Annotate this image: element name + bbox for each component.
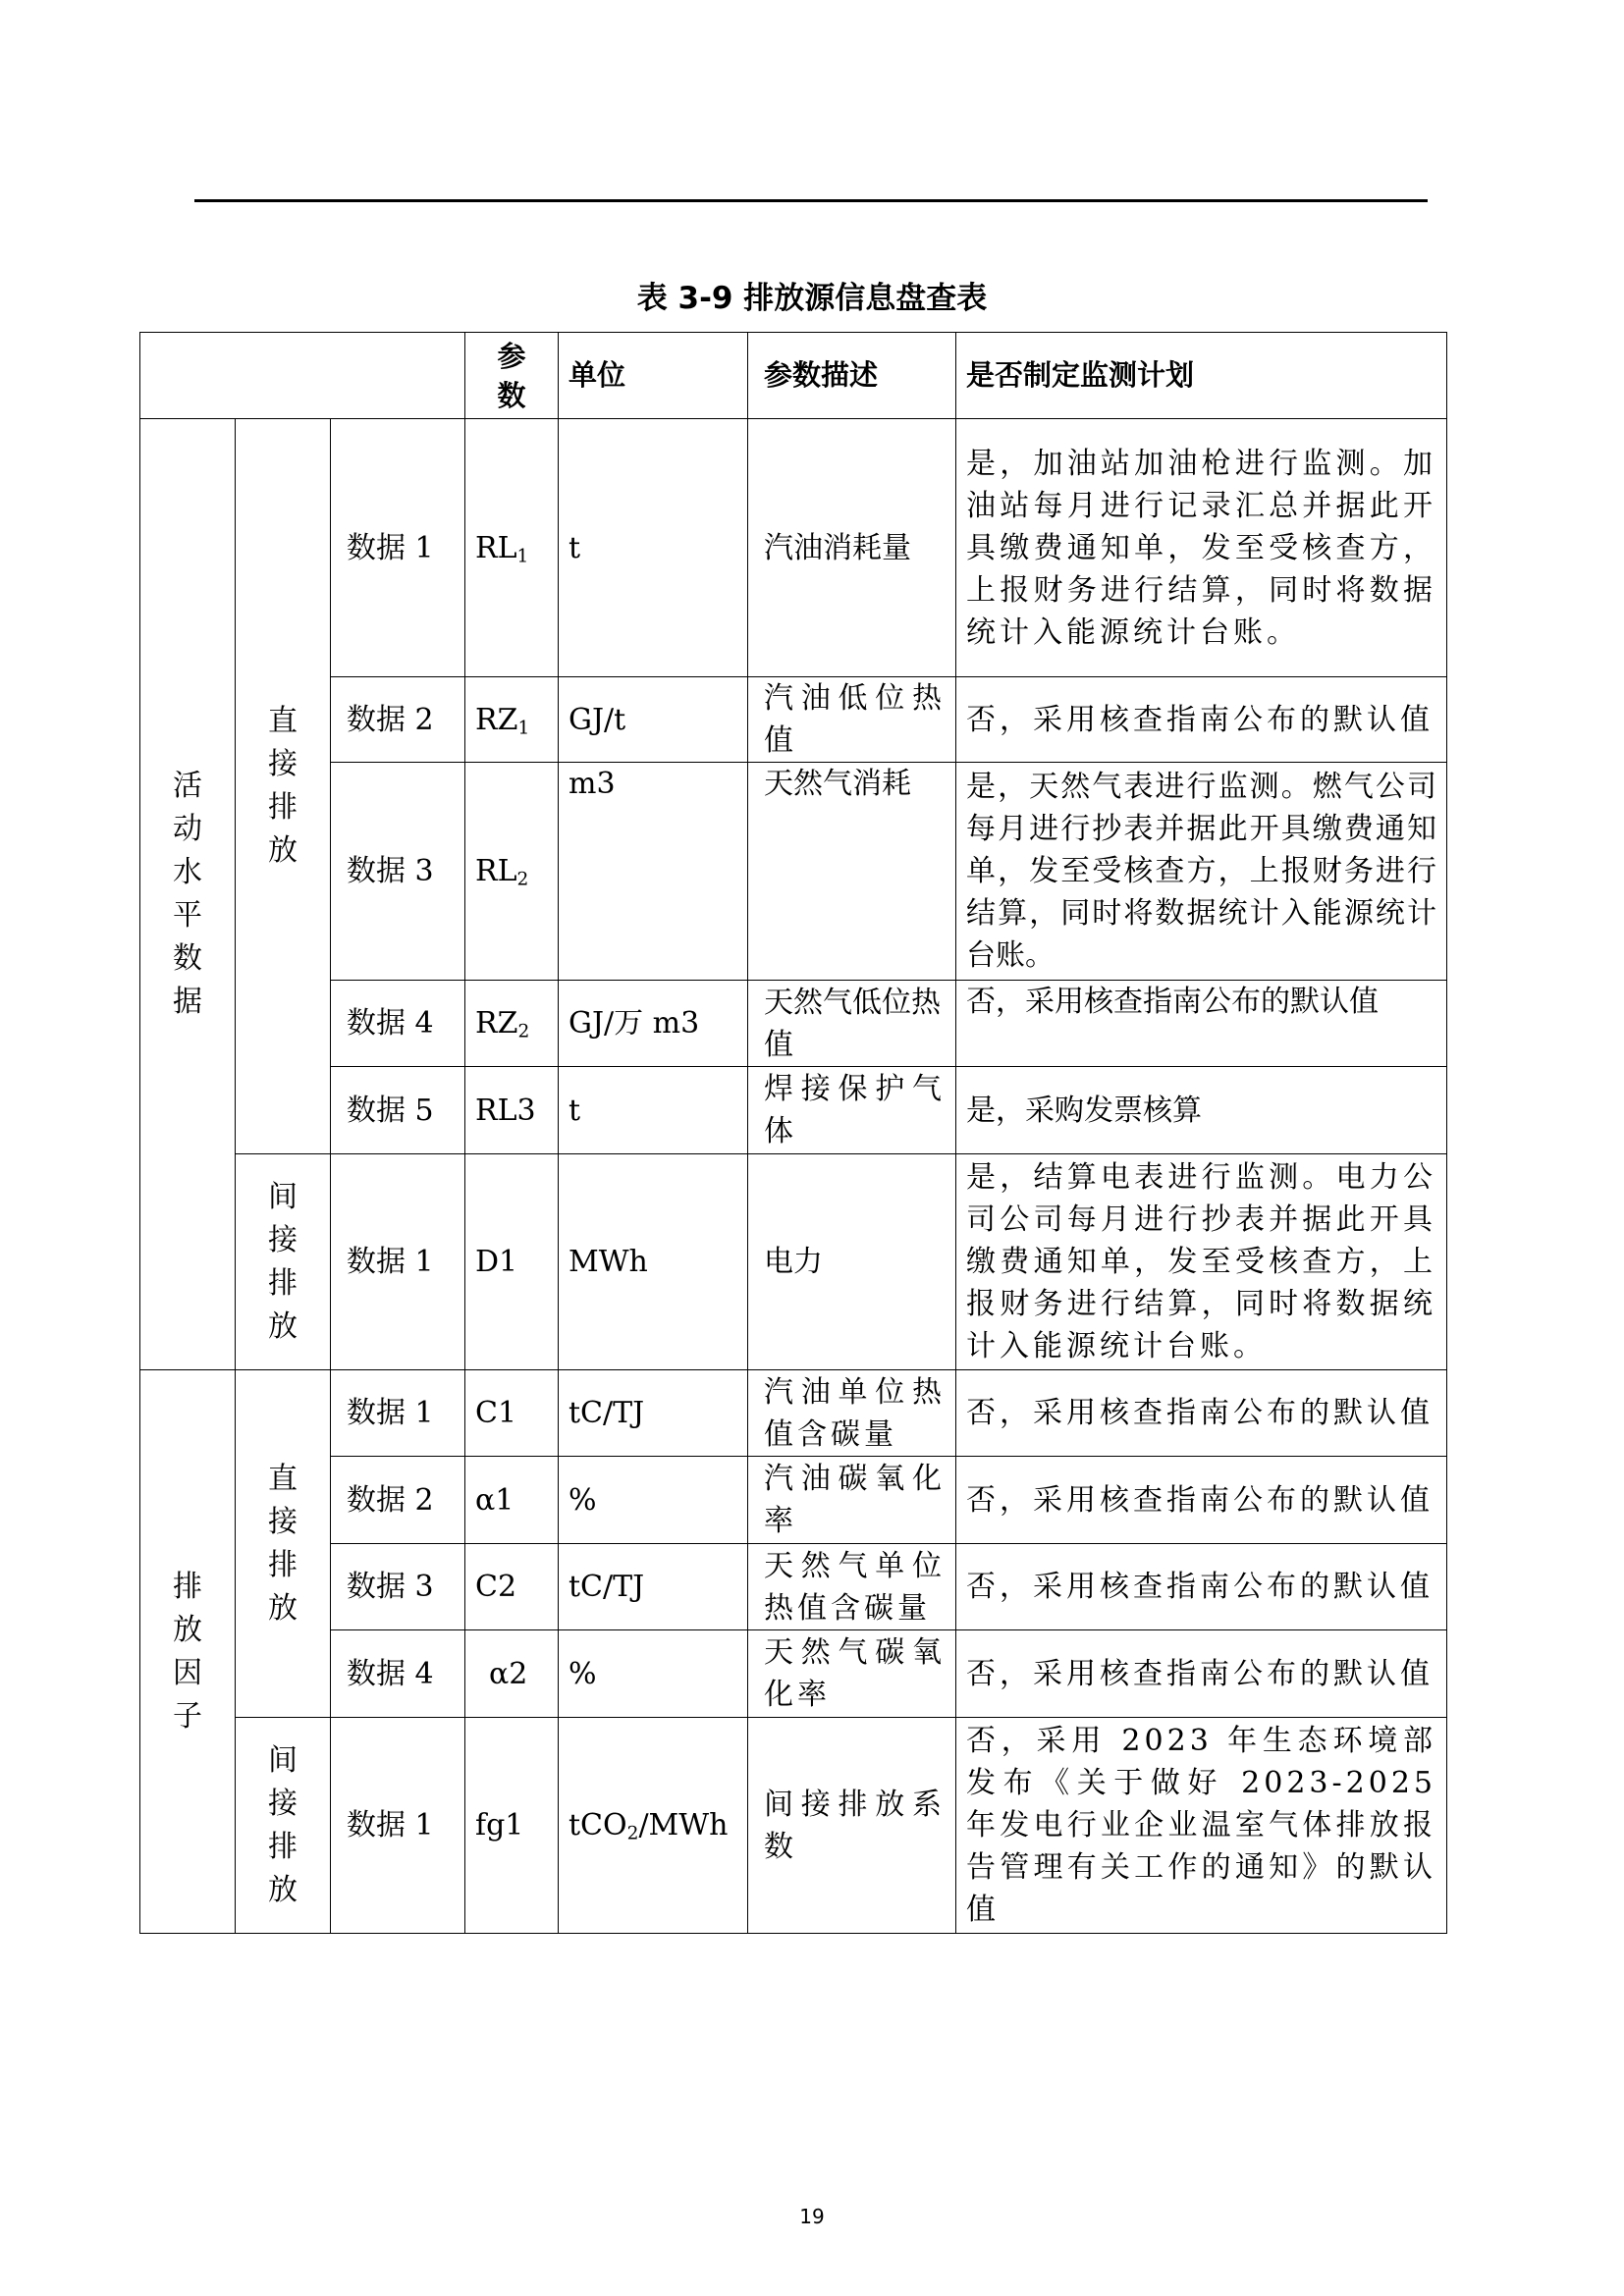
param-cell: $RL_1$ — [465, 419, 559, 677]
plan-cell: 否，采用 2023 年生态环境部发布《关于做好 2023-2025 年发电行业企业温室气体排放报告管理有关工作的通知》的默认值 — [956, 1718, 1447, 1934]
table-row — [140, 1457, 1447, 1544]
unit-cell: GJ/万 m3 — [559, 981, 748, 1067]
desc-cell: 间接排放系数 — [748, 1718, 956, 1934]
plan-cell: 否，采用核查指南公布的默认值 — [956, 1544, 1447, 1630]
table-row — [140, 1370, 1447, 1457]
header-plan: 是否制定监测计划 — [956, 333, 1447, 419]
unit-cell: % — [559, 1630, 748, 1718]
desc-cell: 汽油单位热值含碳量 — [748, 1370, 956, 1457]
row-label: 数据 3 — [331, 1544, 465, 1630]
param-cell: α2 — [465, 1630, 559, 1718]
table-row — [140, 1544, 1447, 1630]
unit-cell: tC/TJ — [559, 1370, 748, 1457]
plan-cell: 否，采用核查指南公布的默认值 — [956, 981, 1447, 1067]
table-row — [140, 763, 1447, 981]
group-indirect-emission: 间接排放 — [236, 1154, 331, 1370]
emission-source-table — [139, 332, 1447, 1934]
header-param: 参数 — [465, 333, 559, 419]
page-number: 19 — [799, 2205, 825, 2228]
header-blank-cell — [140, 333, 465, 419]
group-direct-emission: 直接排放 — [236, 419, 331, 1154]
desc-cell: 焊接保护气体 — [748, 1067, 956, 1154]
plan-cell: 是，加油站加油枪进行监测。加油站每月进行记录汇总并据此开具缴费通知单，发至受核查方，上报财务进行结算，同时将数据统计入能源统计台账。 — [956, 419, 1447, 677]
header-row — [140, 333, 1447, 419]
param-cell: fg1 — [465, 1718, 559, 1934]
param-cell: RL3 — [465, 1067, 559, 1154]
table-row — [140, 677, 1447, 763]
group-direct-emission: 直接排放 — [236, 1370, 331, 1718]
param-cell: $RL_2$ — [465, 763, 559, 981]
desc-cell: 汽油低位热值 — [748, 677, 956, 763]
plan-cell: 否，采用核查指南公布的默认值 — [956, 1370, 1447, 1457]
unit-cell: t — [559, 1067, 748, 1154]
table-title: 表 3-9 排放源信息盘查表 — [636, 281, 988, 316]
unit-cell: t — [559, 419, 748, 677]
param-cell: C1 — [465, 1370, 559, 1457]
unit-cell: % — [559, 1457, 748, 1544]
table-row — [140, 1154, 1447, 1370]
header-desc: 参数描述 — [748, 333, 956, 419]
table-row — [140, 1630, 1447, 1718]
desc-cell: 天然气碳氧化率 — [748, 1630, 956, 1718]
plan-cell: 是，天然气表进行监测。燃气公司每月进行抄表并据此开具缴费通知单，发至受核查方，上报财务进行结算，同时将数据统计入能源统计台账。 — [956, 763, 1447, 981]
desc-cell: 电力 — [748, 1154, 956, 1370]
table-row — [140, 1718, 1447, 1934]
plan-cell: 是，结算电表进行监测。电力公司公司每月进行抄表并据此开具缴费通知单，发至受核查方，上报财务进行结算，同时将数据统计入能源统计台账。 — [956, 1154, 1447, 1370]
param-cell: $RZ_2$ — [465, 981, 559, 1067]
desc-cell: 天然气单位热值含碳量 — [748, 1544, 956, 1630]
header-unit: 单位 — [559, 333, 748, 419]
row-label: 数据 5 — [331, 1067, 465, 1154]
desc-cell: 汽油碳氧化率 — [748, 1457, 956, 1544]
unit-cell: MWh — [559, 1154, 748, 1370]
row-label: 数据 1 — [331, 1370, 465, 1457]
plan-cell: 否，采用核查指南公布的默认值 — [956, 677, 1447, 763]
param-cell: $RZ_1$ — [465, 677, 559, 763]
desc-cell: 天然气消耗 — [748, 763, 956, 981]
desc-cell: 汽油消耗量 — [748, 419, 956, 677]
param-cell: α1 — [465, 1457, 559, 1544]
group-activity-level-data: 活动水平数据 — [140, 419, 236, 1370]
row-label: 数据 2 — [331, 677, 465, 763]
row-label: 数据 1 — [331, 419, 465, 677]
row-label: 数据 4 — [331, 981, 465, 1067]
table-row — [140, 981, 1447, 1067]
table-row — [140, 419, 1447, 677]
row-label: 数据 1 — [331, 1154, 465, 1370]
desc-cell: 天然气低位热值 — [748, 981, 956, 1067]
table-row — [140, 1067, 1447, 1154]
param-cell: C2 — [465, 1544, 559, 1630]
unit-cell: tCO$_2$/MWh — [559, 1718, 748, 1934]
param-cell: D1 — [465, 1154, 559, 1370]
plan-cell: 是，采购发票核算 — [956, 1067, 1447, 1154]
unit-cell: tC/TJ — [559, 1544, 748, 1630]
group-indirect-emission: 间接排放 — [236, 1718, 331, 1934]
plan-cell: 否，采用核查指南公布的默认值 — [956, 1630, 1447, 1718]
plan-cell: 否，采用核查指南公布的默认值 — [956, 1457, 1447, 1544]
row-label: 数据 1 — [331, 1718, 465, 1934]
header-rule — [194, 199, 1428, 202]
row-label: 数据 2 — [331, 1457, 465, 1544]
row-label: 数据 4 — [331, 1630, 465, 1718]
row-label: 数据 3 — [331, 763, 465, 981]
group-emission-factors: 排放因子 — [140, 1370, 236, 1934]
unit-cell: GJ/t — [559, 677, 748, 763]
unit-cell: m3 — [559, 763, 748, 981]
